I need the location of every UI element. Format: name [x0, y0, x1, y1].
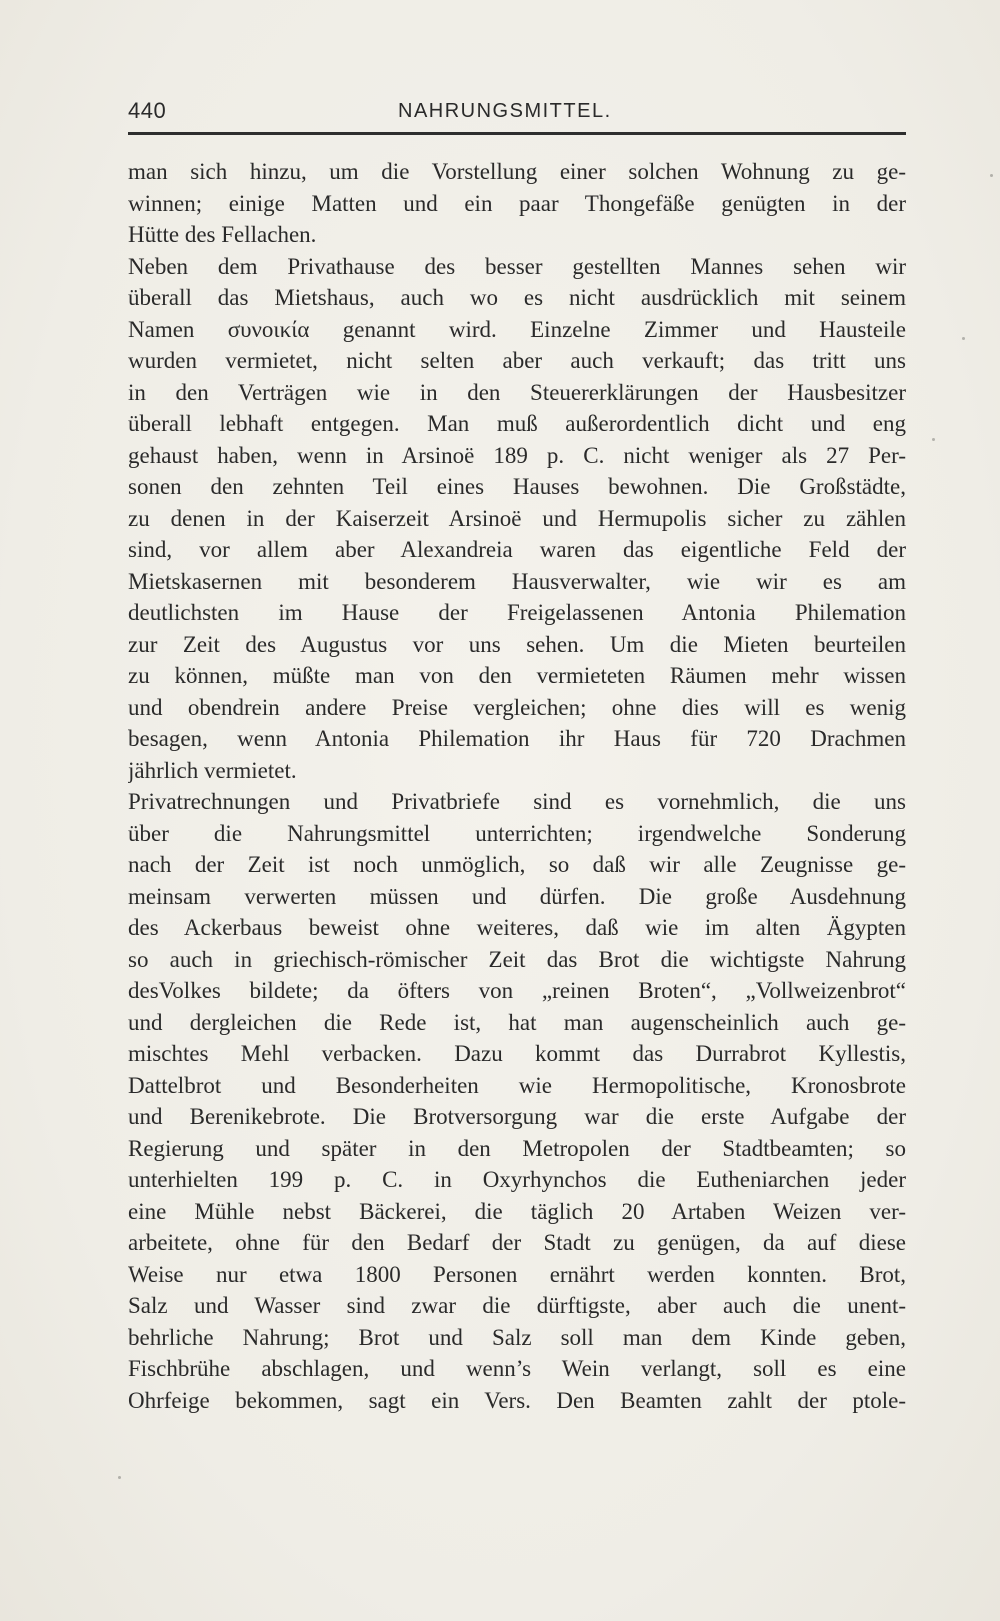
text-line: eine Mühle nebst Bäckerei, die täglich 20 Artaben Weizen ver-	[128, 1198, 906, 1224]
text-line: Mietskasernen mit besonderem Hausverwalter, wie wir es am	[128, 568, 906, 594]
text-line: wurden vermietet, nicht selten aber auch verkauft; das tritt uns	[128, 348, 906, 373]
text-line: winnen; einige Matten und ein paar Thongefäße genügten in der	[128, 190, 906, 216]
scan-speck	[962, 337, 965, 340]
text-line: überall das Mietshaus, auch wo es nicht ausdrücklich mit seinem	[128, 285, 906, 310]
text-line: Salz und Wasser sind zwar die dürftigste, aber auch die unent-	[128, 1293, 906, 1318]
running-header	[128, 96, 906, 135]
text-line: Neben dem Privathause des besser gestellten Mannes sehen wir	[128, 253, 906, 279]
text-line: arbeitete, ohne für den Bedarf der Stadt zu genügen, da auf diese	[128, 1230, 906, 1255]
scan-speck	[118, 1476, 121, 1479]
scan-speck	[932, 438, 935, 441]
text-line: sonen den zehnten Teil eines Hauses bewohnen. Die Großstädte,	[128, 474, 906, 499]
text-line: unterhielten 199 p. C. in Oxyrhynchos die Eutheniarchen jeder	[128, 1167, 906, 1192]
text-line: über die Nahrungsmittel unterrichten; irgendwelche Sonderung	[128, 820, 906, 846]
text-line: mischtes Mehl verbacken. Dazu kommt das Durrabrot Kyllestis,	[128, 1041, 906, 1066]
scan-speck	[990, 174, 993, 177]
text-line: und obendrein andere Preise vergleichen; ohne dies will es wenig	[128, 694, 906, 720]
text-line: Privatrechnungen und Privatbriefe sind es vornehmlich, die uns	[128, 789, 906, 814]
text-line: des Ackerbaus beweist ohne weiteres, daß wie im alten Ägypten	[128, 915, 906, 940]
text-line: desVolkes bildete; da öfters von „reinen Broten“, „Vollweizenbrot“	[128, 978, 906, 1003]
running-title: NAHRUNGSMITTEL.	[398, 100, 612, 122]
text-line: Ohrfeige bekommen, sagt ein Vers. Den Beamten zahlt der ptole-	[128, 1387, 906, 1413]
text-line: jährlich vermietet.	[128, 757, 297, 783]
text-line: und Berenikebrote. Die Brotversorgung war die erste Aufgabe der	[128, 1104, 906, 1129]
text-line: Hütte des Fellachen.	[128, 222, 317, 247]
text-line: besagen, wenn Antonia Philemation ihr Haus für 720 Drachmen	[128, 726, 906, 751]
body-text	[128, 156, 906, 1416]
text-line: zu denen in der Kaiserzeit Arsinoë und Hermupolis sicher zu zählen	[128, 505, 906, 531]
text-line: deutlichsten im Hause der Freigelassenen Antonia Philemation	[128, 600, 906, 625]
text-line: Fischbrühe abschlagen, und wenn’s Wein verlangt, soll es eine	[128, 1356, 906, 1381]
text-line: Weise nur etwa 1800 Personen ernährt werden konnten. Brot,	[128, 1261, 906, 1287]
text-line: nach der Zeit ist noch unmöglich, so daß wir alle Zeugnisse ge-	[128, 852, 906, 877]
text-line: gehaust haben, wenn in Arsinoë 189 p. C. nicht weniger als 27 Per-	[128, 442, 906, 468]
text-line: überall lebhaft entgegen. Man muß außerordentlich dicht und eng	[128, 411, 906, 436]
text-line: zu können, müßte man von den vermieteten Räumen mehr wissen	[128, 663, 906, 688]
text-line: Regierung und später in den Metropolen der Stadtbeamten; so	[128, 1135, 906, 1161]
text-line: zur Zeit des Augustus vor uns sehen. Um die Mieten beurteilen	[128, 631, 906, 657]
text-line: meinsam verwerten müssen und dürfen. Die große Ausdehnung	[128, 883, 906, 909]
text-line: sind, vor allem aber Alexandreia waren das eigentliche Feld der	[128, 537, 906, 562]
page-number: 440	[128, 98, 167, 123]
text-line: behrliche Nahrung; Brot und Salz soll man dem Kinde geben,	[128, 1324, 906, 1350]
text-line: in den Verträgen wie in den Steuererklärungen der Hausbesitzer	[128, 379, 906, 405]
text-line: Dattelbrot und Besonderheiten wie Hermopolitische, Kronosbrote	[128, 1072, 906, 1098]
text-line: und dergleichen die Rede ist, hat man augenscheinlich auch ge-	[128, 1009, 906, 1035]
text-line: so auch in griechisch-römischer Zeit das Brot die wichtigste Nahrung	[128, 946, 906, 972]
text-line: Namen συνοικία genannt wird. Einzelne Zimmer und Hausteile	[128, 316, 906, 342]
text-line: man sich hinzu, um die Vorstellung einer solchen Wohnung zu ge-	[128, 159, 906, 184]
